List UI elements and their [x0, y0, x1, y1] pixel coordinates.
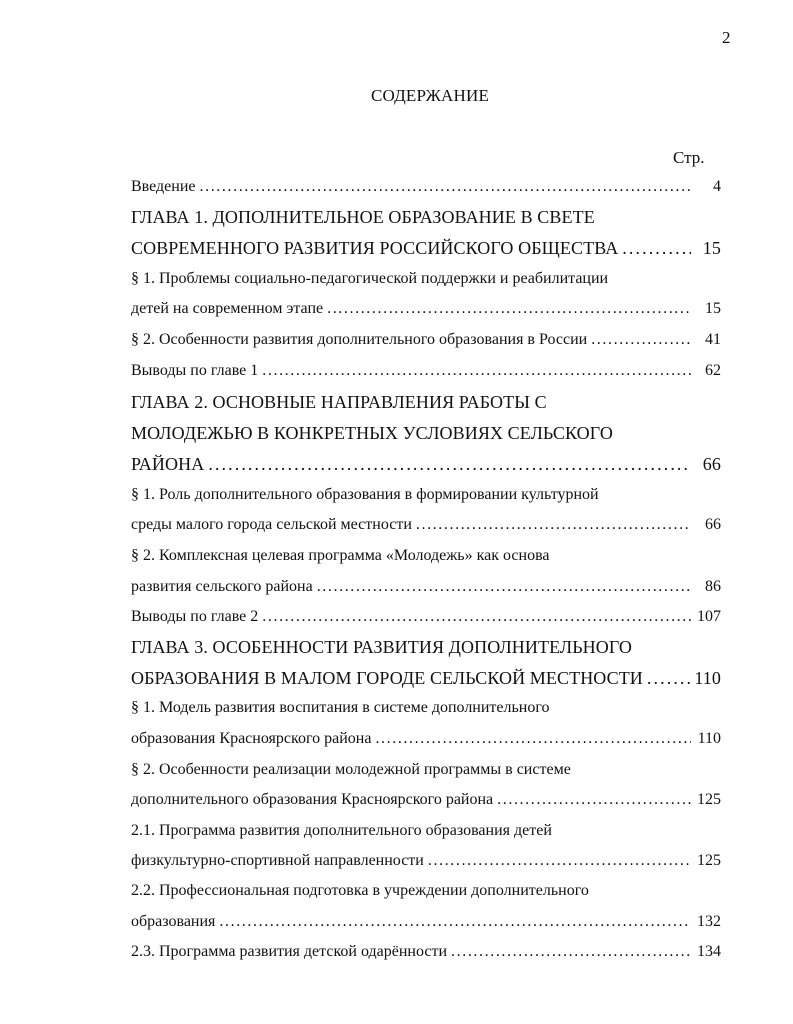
toc-entry	[131, 730, 721, 748]
leader-dots	[208, 454, 691, 475]
toc-entry	[131, 637, 721, 658]
toc-entry	[131, 178, 721, 196]
leader-dots	[428, 852, 691, 870]
toc-entry	[131, 454, 721, 475]
leader-dots	[262, 608, 691, 626]
toc-entry-text: СОВРЕМЕННОГО РАЗВИТИЯ РОССИЙСКОГО ОБЩЕСТВА	[131, 238, 619, 258]
toc-entry	[131, 270, 721, 288]
toc-entry-text: § 1. Роль дополнительного образования в формировании культурной	[131, 486, 599, 503]
toc-entry-page: 110	[694, 668, 721, 688]
toc-entry-text: § 2. Комплексная целевая программа «Молодежь» как основа	[131, 547, 550, 564]
leader-dots	[317, 578, 691, 596]
toc-entry	[131, 578, 721, 596]
toc-entry-text: 2.3. Программа развития детской одарённости	[131, 943, 448, 960]
leader-dots	[451, 943, 691, 961]
toc-entry-text: ГЛАВА 1. ДОПОЛНИТЕЛЬНОЕ ОБРАЗОВАНИЕ В СВЕТЕ	[131, 207, 595, 227]
leader-dots	[622, 238, 691, 259]
toc-entry-page: 41	[705, 331, 721, 348]
toc-entry-page: 107	[697, 608, 721, 625]
leader-dots	[375, 730, 691, 748]
toc-entry-page: 110	[697, 730, 721, 747]
toc-entry	[131, 331, 721, 349]
toc-entry	[131, 486, 721, 504]
toc-entry-text: § 1. Модель развития воспитания в системе дополнительного	[131, 699, 550, 716]
leader-dots	[647, 668, 690, 689]
toc-entry-text: РАЙОНА	[131, 454, 205, 474]
toc-entry-page: 132	[697, 913, 721, 930]
page-number: 2	[722, 28, 731, 47]
toc-entry-page: 86	[705, 578, 721, 595]
toc-entry-text: дополнительного образования Красноярского района	[131, 791, 494, 808]
toc-entry-page: 62	[705, 362, 721, 379]
toc-entry-page: 134	[697, 943, 721, 960]
toc-entry-page: 4	[713, 178, 721, 195]
toc-entry	[131, 392, 721, 413]
leader-dots	[262, 362, 691, 380]
toc-entry-text: Введение	[131, 178, 196, 195]
leader-dots	[416, 516, 691, 534]
toc-entry-text: § 1. Проблемы социально-педагогической поддержки и реабилитации	[131, 270, 609, 287]
toc-entry-text: развития сельского района	[131, 578, 313, 595]
toc-entry	[131, 822, 721, 840]
toc-entry-text: среды малого города сельской местности	[131, 516, 412, 533]
toc-entry	[131, 362, 721, 380]
leader-dots	[327, 300, 691, 318]
toc-entry-text: МОЛОДЕЖЬЮ В КОНКРЕТНЫХ УСЛОВИЯХ СЕЛЬСКОГО	[131, 423, 613, 443]
toc-entry-text: 2.2. Профессиональная подготовка в учреждении дополнительного	[131, 882, 589, 899]
toc-entry	[131, 547, 721, 565]
toc-entry	[131, 699, 721, 717]
toc-entry-page: 66	[705, 516, 721, 533]
toc-entry-text: Выводы по главе 1	[131, 362, 259, 379]
toc-entry-page: 66	[702, 454, 721, 474]
toc-entry-page: 15	[702, 238, 721, 258]
toc-entry	[131, 516, 721, 534]
toc-entry	[131, 761, 721, 779]
toc-entry	[131, 300, 721, 318]
toc-entry-text: ОБРАЗОВАНИЯ В МАЛОМ ГОРОДЕ СЕЛЬСКОЙ МЕСТНОСТИ	[131, 668, 643, 688]
toc-entry	[131, 608, 721, 626]
toc-entry-text: Выводы по главе 2	[131, 608, 259, 625]
toc-entry	[131, 852, 721, 870]
toc-entry-page: 15	[705, 300, 721, 317]
leader-dots	[591, 331, 691, 349]
toc-entry	[131, 423, 721, 444]
toc-entry-text: ГЛАВА 3. ОСОБЕННОСТИ РАЗВИТИЯ ДОПОЛНИТЕЛЬНОГО	[131, 637, 633, 657]
toc-entry-text: § 2. Особенности реализации молодежной программы в системе	[131, 761, 571, 778]
toc-entry	[131, 207, 721, 228]
toc-entry-text: физкультурно-спортивной направленности	[131, 852, 424, 869]
toc-entry-text: § 2. Особенности развития дополнительного образования в России	[131, 331, 588, 348]
toc-entry-text: 2.1. Программа развития дополнительного образования детей	[131, 822, 552, 839]
toc-entry	[131, 943, 721, 961]
toc-entry-text: ГЛАВА 2. ОСНОВНЫЕ НАПРАВЛЕНИЯ РАБОТЫ С	[131, 392, 547, 412]
toc-entry	[131, 913, 721, 931]
toc-entry-text: детей на современном этапе	[131, 300, 324, 317]
toc-entry-text: образования Красноярского района	[131, 730, 372, 747]
leader-dots	[200, 178, 692, 196]
toc-entry	[131, 882, 721, 900]
toc-entry	[131, 791, 721, 809]
leader-dots	[497, 791, 691, 809]
toc-entry-text: образования	[131, 913, 216, 930]
toc-entry	[131, 238, 721, 259]
leader-dots	[219, 913, 691, 931]
page-title: СОДЕРЖАНИЕ	[370, 86, 490, 105]
toc-entry-page: 125	[697, 852, 721, 869]
toc-entry	[131, 668, 721, 689]
page-column-label: Стр.	[673, 148, 705, 167]
toc-entry-page: 125	[697, 791, 721, 808]
